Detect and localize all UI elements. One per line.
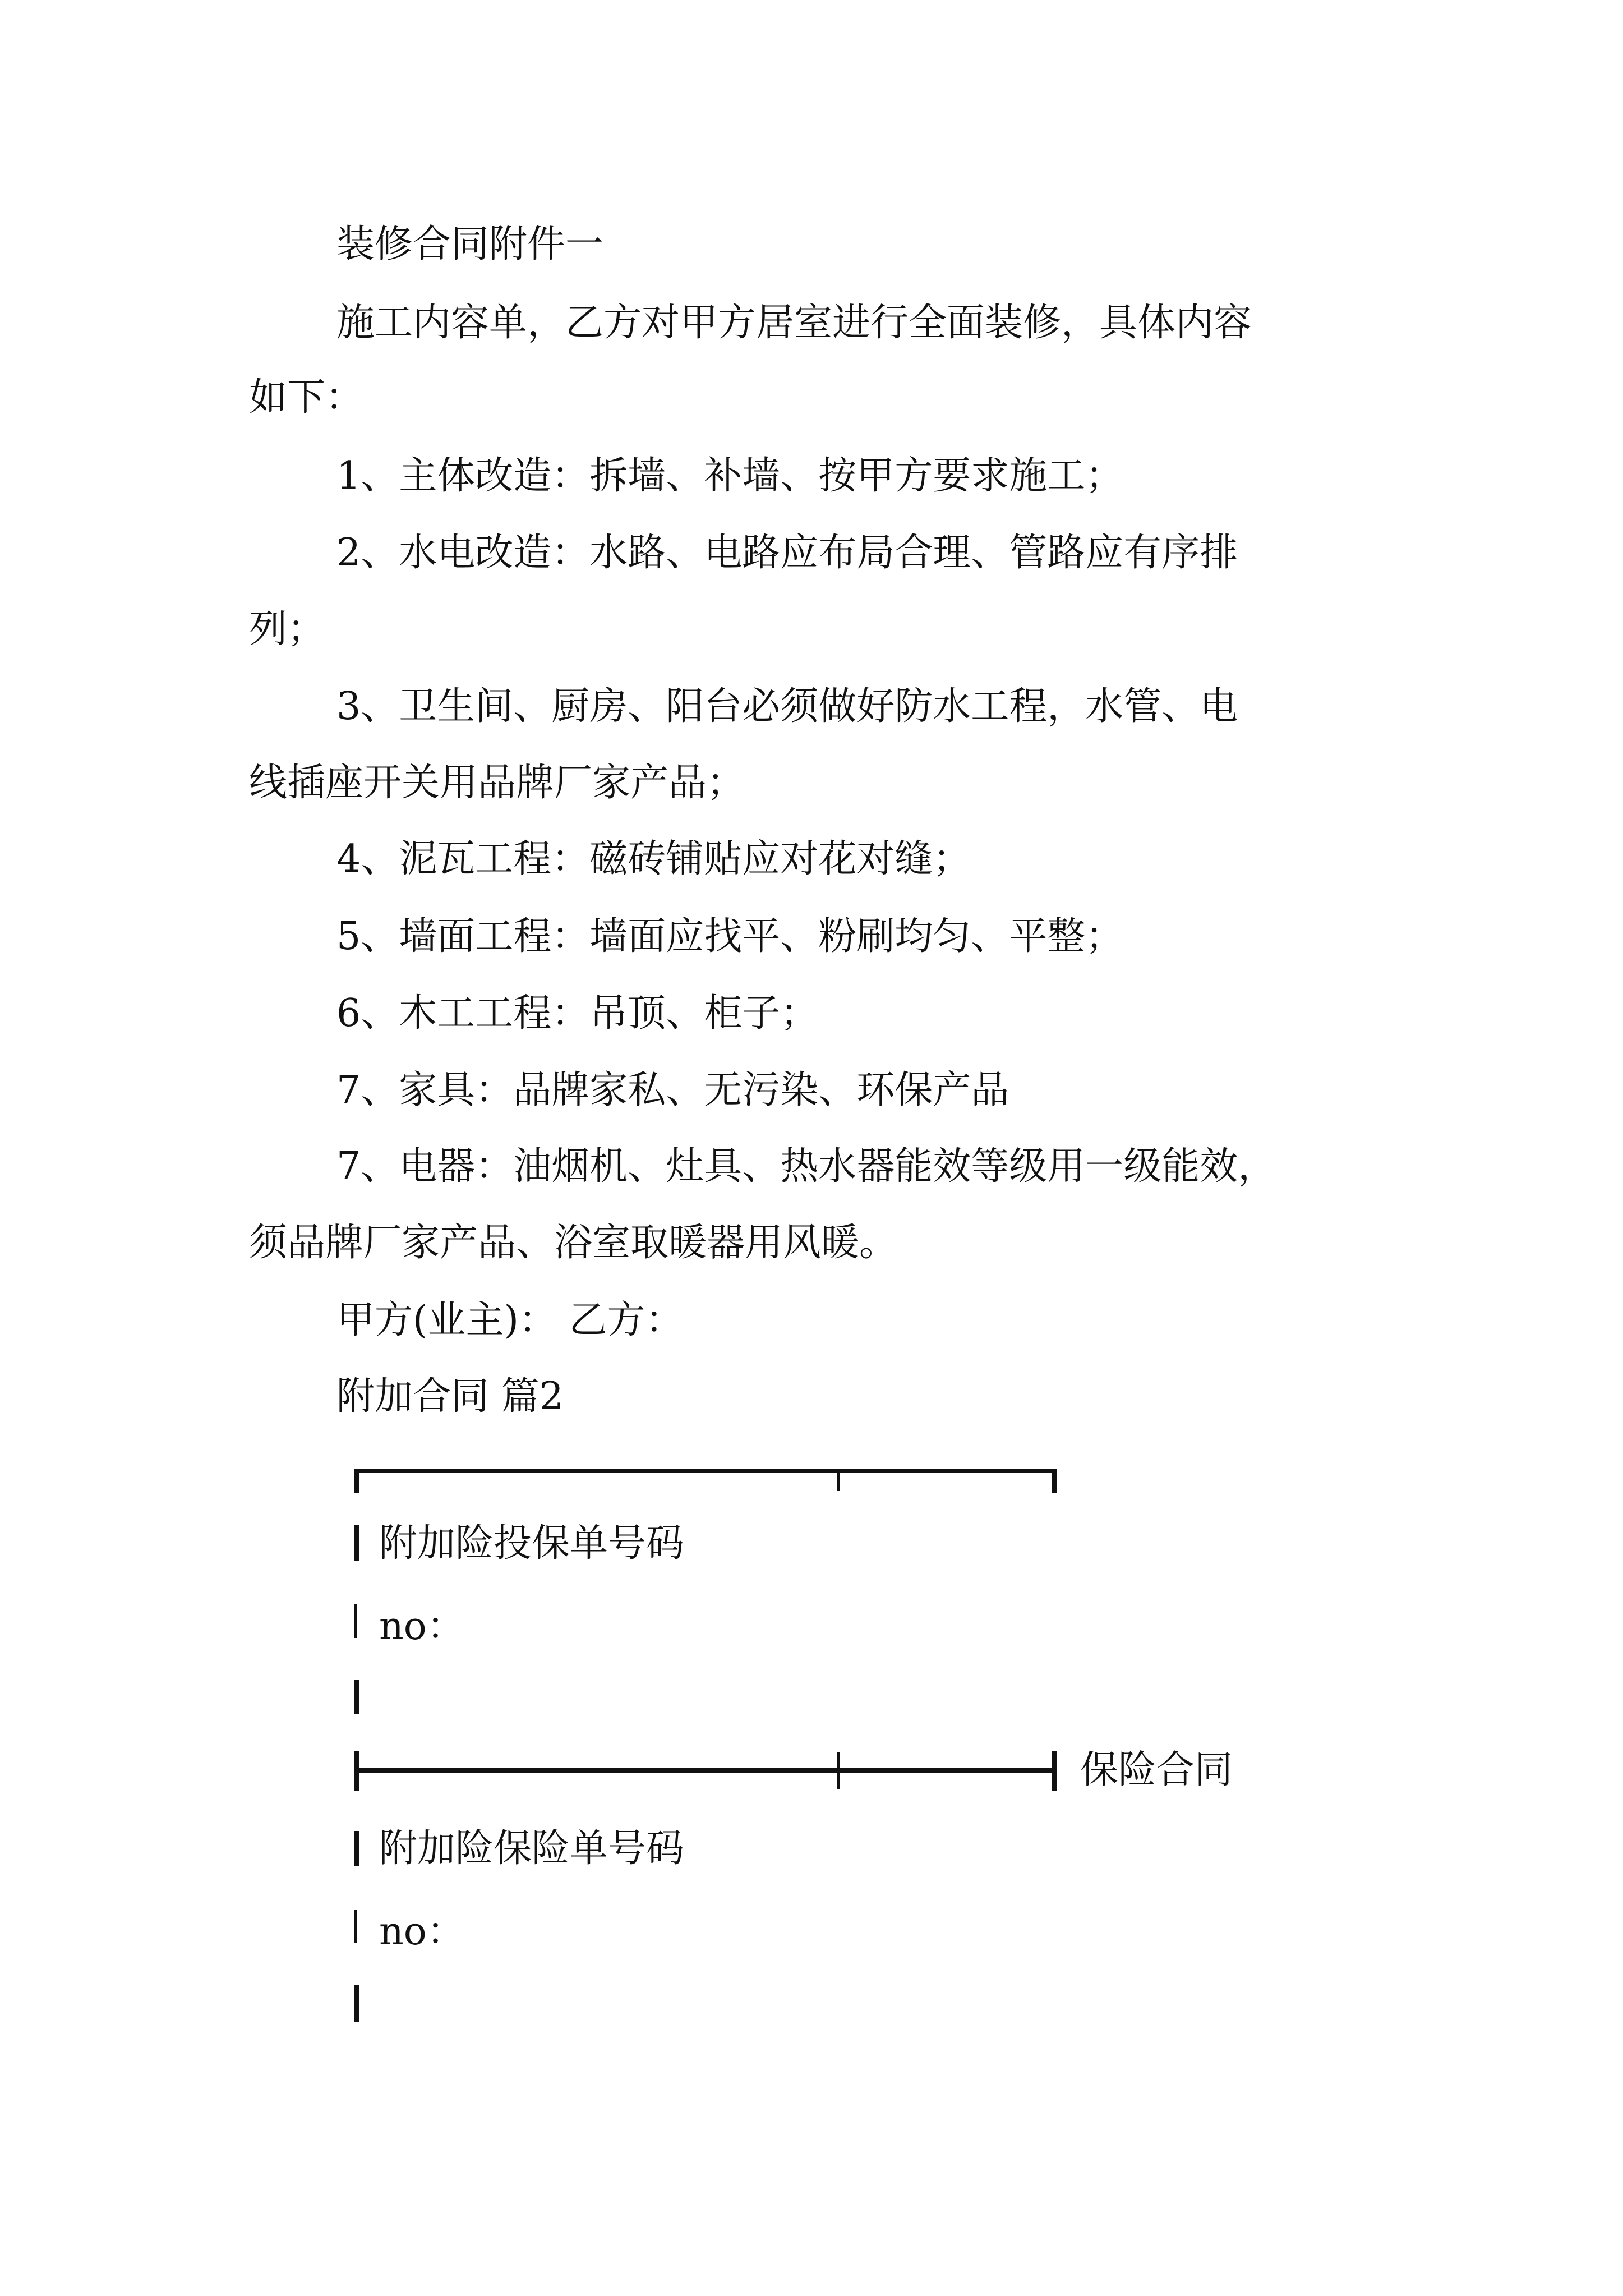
form-row2-bar (354, 1604, 357, 1638)
form-mid-mid-tick (837, 1752, 840, 1789)
form-top-mid-tick (837, 1469, 840, 1491)
intro-line-1: 施工内容单，乙方对甲方居室进行全面装修，具体内容 (336, 301, 1252, 345)
apply-no-prefix: no： (379, 1604, 465, 1649)
form-mid-left-tick (354, 1751, 359, 1791)
item-7: 7、家具：品牌家私、无污染、环保产品 (336, 1068, 1009, 1112)
policy-number-label: 附加险保险单号码 (379, 1826, 685, 1871)
form-top-right-tick (1052, 1469, 1057, 1493)
item-5: 5、墙面工程：墙面应找平、粉刷均匀、平整； (336, 914, 1124, 959)
item-2-line-1: 2、水电改造：水路、电路应布局合理、管路应有序排 (336, 531, 1238, 575)
attachment-heading: 装修合同附件一 (336, 222, 604, 266)
form-top-left-tick (354, 1469, 359, 1493)
form-row5-bar (354, 1910, 357, 1943)
item-8-line-1: 7、电器：油烟机、灶具、热水器能效等级用一级能效， (336, 1144, 1276, 1189)
item-3-line-2: 线插座开关用品牌厂家产品； (249, 761, 745, 805)
form-row4-bar (354, 1831, 359, 1866)
form-row6-bar (354, 1985, 359, 2022)
apply-number-label: 附加险投保单号码 (379, 1521, 685, 1566)
form-top-rule (354, 1469, 1057, 1473)
item-3-line-1: 3、卫生间、厨房、阳台必须做好防水工程，水管、电 (336, 684, 1238, 729)
insurance-contract-title: 保险合同 (1080, 1748, 1233, 1792)
intro-line-2: 如下： (249, 375, 364, 420)
form-mid-right-tick (1052, 1751, 1057, 1791)
form-row1-bar (354, 1525, 359, 1561)
policy-no-prefix: no： (379, 1910, 465, 1954)
form-middle-rule (354, 1768, 1057, 1773)
item-1: 1、主体改造：拆墙、补墙、按甲方要求施工； (336, 454, 1124, 498)
item-8-line-2: 须品牌厂家产品、浴室取暖器用风暖。 (249, 1221, 898, 1265)
section-2-title: 附加合同 篇2 (336, 1374, 564, 1419)
item-4: 4、泥瓦工程：磁砖铺贴应对花对缝； (336, 837, 971, 881)
item-6: 6、木工工程：吊顶、柜子； (336, 991, 819, 1036)
item-2-line-2: 列； (249, 607, 326, 651)
signature-line: 甲方(业主)： 乙方： (336, 1298, 684, 1342)
form-row3-bar (354, 1680, 359, 1714)
